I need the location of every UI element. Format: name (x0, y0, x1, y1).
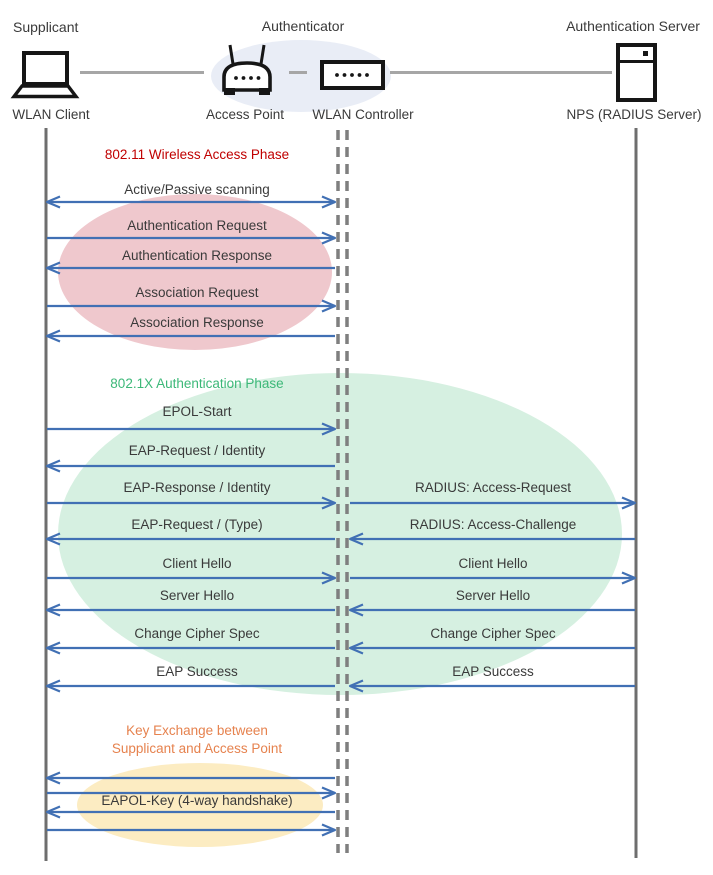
message-label-7: EAP-Response / Identity (123, 480, 271, 495)
wlan-controller-icon (322, 62, 383, 88)
message-label-12: EAP Success (156, 664, 238, 679)
device-label-wlan-controller: WLAN Controller (312, 107, 414, 122)
message-label-10: Server Hello (159, 588, 235, 603)
phase3-title (47, 722, 347, 758)
message-label-15: EAPOL-Key (4-way handshake) (101, 793, 293, 808)
message-label-2: Authentication Response (121, 248, 273, 263)
message-label-5: EPOL-Start (162, 404, 232, 419)
phase3-title-line1: Key Exchange between (126, 723, 268, 738)
message-label-right-7: RADIUS: Access-Request (414, 480, 572, 495)
device-label-access-point: Access Point (205, 107, 285, 122)
message-label-3: Association Request (135, 285, 259, 300)
message-label-6: EAP-Request / Identity (128, 443, 266, 458)
message-label-right-11: Change Cipher Spec (430, 626, 556, 641)
phase2-ellipse (58, 373, 622, 695)
role-label-authentication-server: Authentication Server (566, 18, 700, 34)
message-label-1: Authentication Request (127, 218, 267, 233)
message-label-0: Active/Passive scanning (124, 182, 270, 197)
message-label-right-8: RADIUS: Access-Challenge (409, 517, 577, 532)
role-label-authenticator: Authenticator (261, 18, 345, 34)
phase3-title-line2: Supplicant and Access Point (111, 741, 283, 756)
message-label-right-12: EAP Success (452, 664, 534, 679)
device-label-wlan-client: WLAN Client (12, 107, 90, 122)
laptop-icon (14, 53, 76, 97)
message-label-11: Change Cipher Spec (134, 626, 260, 641)
message-label-9: Client Hello (162, 556, 232, 571)
server-icon (618, 45, 655, 100)
message-label-right-9: Client Hello (458, 556, 528, 571)
message-label-right-10: Server Hello (455, 588, 531, 603)
message-label-4: Association Response (130, 315, 264, 330)
message-label-8: EAP-Request / (Type) (131, 517, 263, 532)
device-label-nps-radius-server: NPS (RADIUS Server) (566, 107, 702, 122)
role-label-supplicant: Supplicant (13, 19, 79, 35)
phase2-title: 802.1X Authentication Phase (110, 376, 284, 391)
phase1-title: 802.11 Wireless Access Phase (104, 147, 290, 162)
